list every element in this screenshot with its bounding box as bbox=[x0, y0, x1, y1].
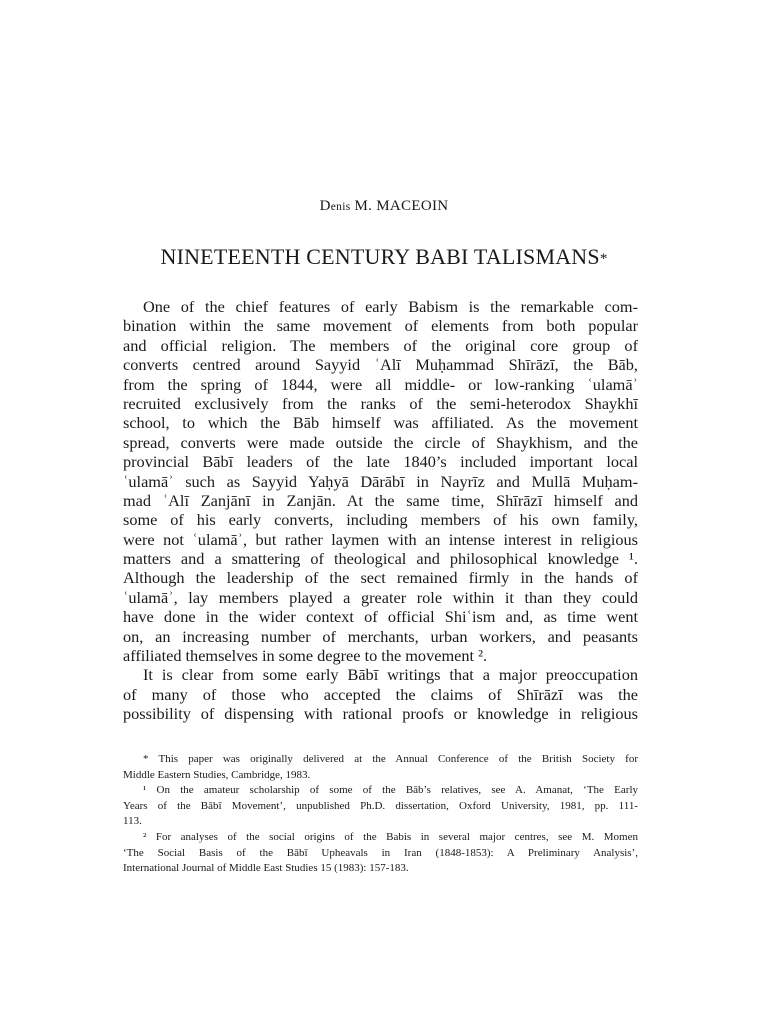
author-surname: M. MACEOIN bbox=[354, 198, 449, 214]
body-line: converts centred around Sayyid ʿAlī Muḥammad Shīrāzī, the Bāb, bbox=[123, 355, 638, 375]
body-line: on, an increasing number of merchants, urban workers, and peasants bbox=[123, 626, 638, 646]
footnote-line: International Journal of Middle East Studies 15 (1983): 157-183. bbox=[123, 862, 409, 875]
body-line: Although the leadership of the sect remained firmly in the hands of bbox=[123, 568, 638, 588]
body-line: provincial Bābī leaders of the late 1840’s included important local bbox=[123, 452, 638, 472]
title-text: NINETEENTH CENTURY BABI TALISMANS bbox=[160, 244, 600, 269]
body-line: ʿulamāʾ, lay members played a greater role within it than they could bbox=[123, 587, 638, 607]
paper-title bbox=[0, 244, 768, 270]
footnote-line: * This paper was originally delivered at the Annual Conference of the British Society for bbox=[143, 753, 638, 765]
body-line: bination within the same movement of elements from both popular bbox=[123, 316, 638, 336]
body-line: of many of those who accepted the claims of Shīrāzī was the bbox=[123, 684, 638, 704]
body-line: spread, converts were made outside the circle of Shaykhism, and the bbox=[123, 432, 638, 452]
footnote-line: ¹ On the amateur scholarship of some of the Bāb’s relatives, see A. Amanat, ‘The Early bbox=[143, 784, 638, 797]
title-footnote-mark: * bbox=[599, 251, 608, 267]
body-line: mad ʿAlī Zanjānī in Zanjān. At the same time, Shīrāzī himself and bbox=[123, 490, 638, 510]
footnote-line: ² For analyses of the social origins of the Babis in several major centres, see M. Momen bbox=[143, 830, 638, 843]
body-line: from the spring of 1844, were all middle- or low-ranking ʿulamāʾ bbox=[123, 374, 638, 394]
author-name bbox=[0, 198, 768, 215]
body-line: affiliated themselves in some degree to the movement ². bbox=[123, 646, 488, 666]
body-line: some of his early converts, including members of his own family, bbox=[123, 510, 638, 530]
body-line: recruited exclusively from the ranks of the semi-heterodox Shaykhī bbox=[123, 393, 638, 413]
footnote-line: ‘The Social Basis of the Bābī Upheavals in Iran (1848-1853): A Preliminary Analysis’, bbox=[123, 846, 638, 859]
body-line: possibility of dispensing with rational proofs or knowledge in religious bbox=[123, 704, 638, 724]
author-initial: D bbox=[319, 198, 331, 214]
body-line: matters and a smattering of theological and philosophical knowledge ¹. bbox=[123, 549, 638, 569]
body-line: and official religion. The members of the original core group of bbox=[123, 335, 638, 355]
body-text bbox=[123, 297, 638, 724]
body-line: have done in the wider context of official Shiʿism and, as time went bbox=[123, 607, 638, 627]
footnote-line: Middle Eastern Studies, Cambridge, 1983. bbox=[123, 768, 311, 781]
body-line: It is clear from some early Bābī writings that a major preoccupation bbox=[143, 665, 638, 685]
body-line: ʿulamāʾ such as Sayyid Yaḥyā Dārābī in Nayrīz and Mullā Muḥam- bbox=[123, 471, 638, 491]
body-line: One of the chief features of early Babism is the remarkable com- bbox=[143, 297, 638, 316]
footnotes bbox=[123, 752, 638, 877]
author-first-name-rest: enis bbox=[330, 201, 351, 213]
body-line: were not ʿulamāʾ, but rather laymen with an intense interest in religious bbox=[123, 529, 638, 549]
footnote-line: 113. bbox=[123, 815, 142, 828]
body-line: school, to which the Bāb himself was affiliated. As the movement bbox=[123, 413, 638, 433]
footnote-line: Years of the Bābī Movement’, unpublished Ph.D. dissertation, Oxford University, 1981, pp. 111- bbox=[123, 799, 638, 812]
